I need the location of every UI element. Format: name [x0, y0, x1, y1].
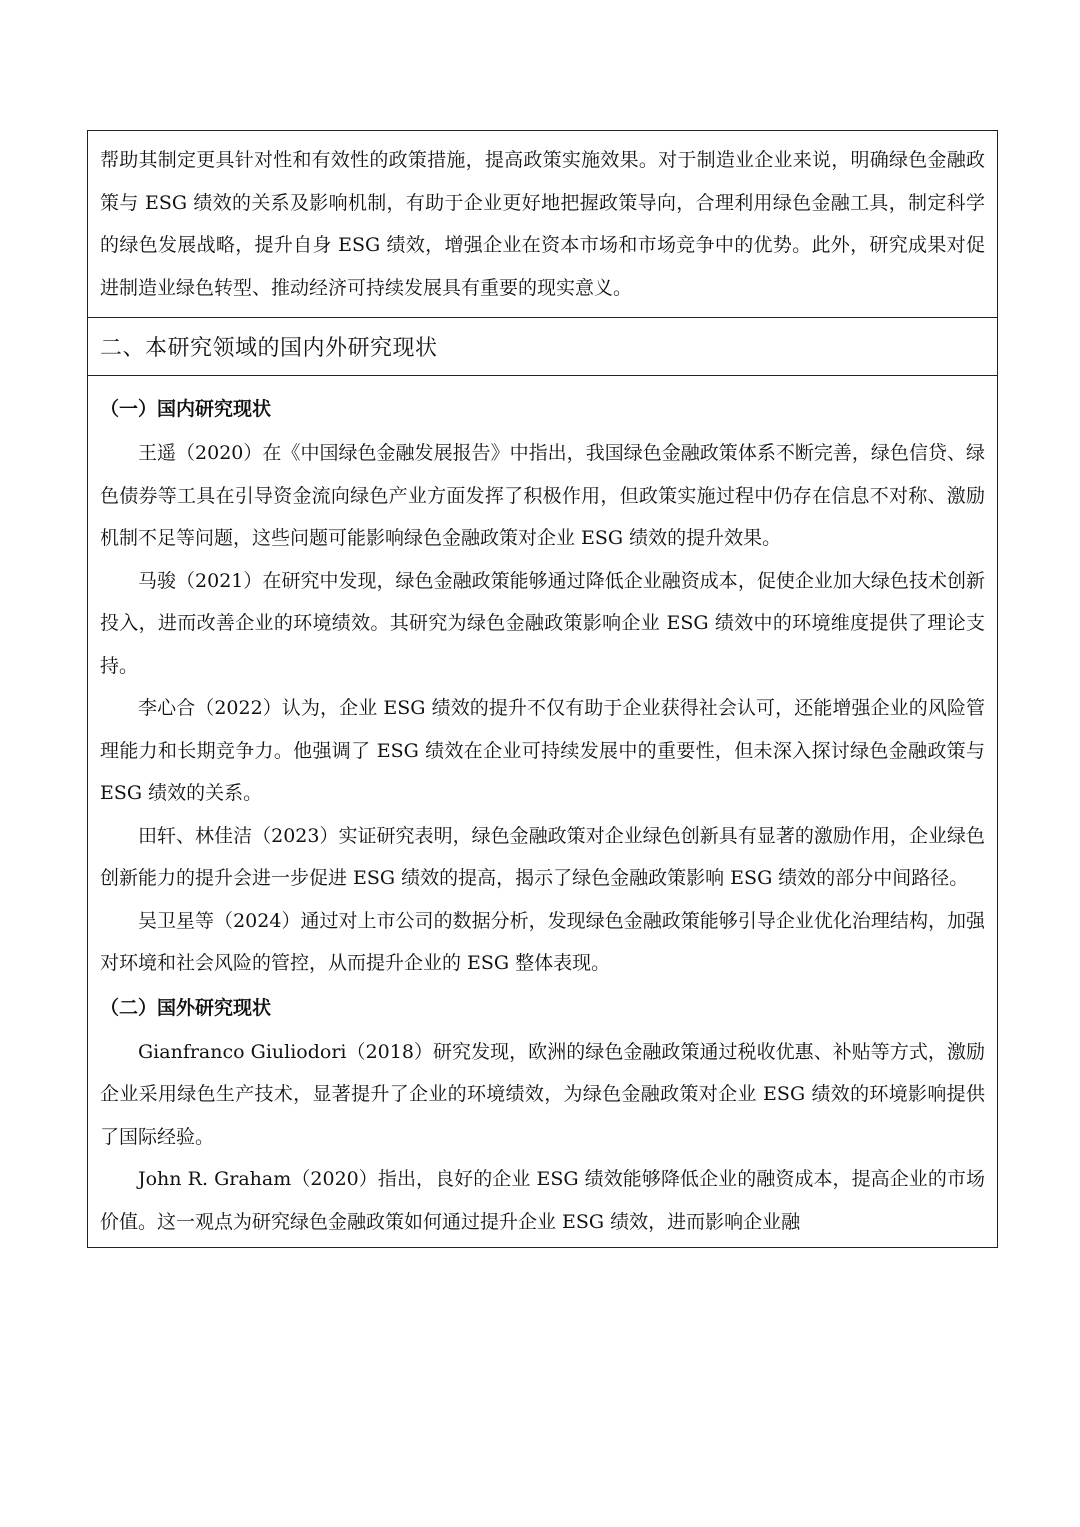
- foreign-paragraph: John R. Graham（2020）指出，良好的企业 ESG 绩效能够降低企业的融资成本，提高企业的市场价值。这一观点为研究绿色金融政策如何通过提升企业 ESG 绩效，进而影响企业融: [100, 1168, 985, 1233]
- domestic-paragraph: 田轩、林佳洁（2023）实证研究表明，绿色金融政策对企业绿色创新具有显著的激励作用，企业绿色创新能力的提升会进一步促进 ESG 绩效的提高，揭示了绿色金融政策影响 ESG 绩效的部分中间路径。: [100, 824, 985, 889]
- intro-cell: [88, 131, 997, 317]
- section-heading-cell: [88, 317, 997, 375]
- domestic-paragraph: 王遥（2020）在《中国绿色金融发展报告》中指出，我国绿色金融政策体系不断完善，绿色信贷、绿色债券等工具在引导资金流向绿色产业方面发挥了积极作用，但政策实施过程中仍存在信息不对称、激励机制不足等问题，这些问题可能影响绿色金融政策对企业 ESG 绩效的提升效果。: [100, 442, 985, 549]
- domestic-paragraph: 李心合（2022）认为，企业 ESG 绩效的提升不仅有助于企业获得社会认可，还能增强企业的风险管理能力和长期竞争力。他强调了 ESG 绩效在企业可持续发展中的重要性，但未深入探讨绿色金融政策与 ESG 绩效的关系。: [100, 697, 985, 804]
- foreign-heading: （二）国外研究现状: [100, 996, 272, 1019]
- section-heading: 二、本研究领域的国内外研究现状: [100, 336, 438, 361]
- domestic-paragraph: 吴卫星等（2024）通过对上市公司的数据分析，发现绿色金融政策能够引导企业优化治理结构，加强对环境和社会风险的管控，从而提升企业的 ESG 整体表现。: [100, 909, 985, 974]
- foreign-paragraph: Gianfranco Giuliodori（2018）研究发现，欧洲的绿色金融政策通过税收优惠、补贴等方式，激励企业采用绿色生产技术，显著提升了企业的环境绩效，为绿色金融政策对企业 ESG 绩效的环境影响提供了国际经验。: [100, 1040, 985, 1148]
- document-table: [87, 130, 998, 1248]
- research-status-cell: [88, 375, 997, 1247]
- domestic-heading: （一）国内研究现状: [100, 398, 272, 420]
- intro-paragraph: 帮助其制定更具针对性和有效性的政策措施，提高政策实施效果。对于制造业企业来说，明确绿色金融政策与 ESG 绩效的关系及影响机制，有助于企业更好地把握政策导向，合理利用绿色金融工具，制定科学的绿色发展战略，提升自身 ESG 绩效，增强企业在资本市场和市场竞争中的优势。此外，研究成果对促进制造业绿色转型、推动经济可持续发展具有重要的现实意义。: [100, 149, 985, 299]
- domestic-paragraph: 马骏（2021）在研究中发现，绿色金融政策能够通过降低企业融资成本，促使企业加大绿色技术创新投入，进而改善企业的环境绩效。其研究为绿色金融政策影响企业 ESG 绩效中的环境维度提供了理论支持。: [100, 569, 985, 677]
